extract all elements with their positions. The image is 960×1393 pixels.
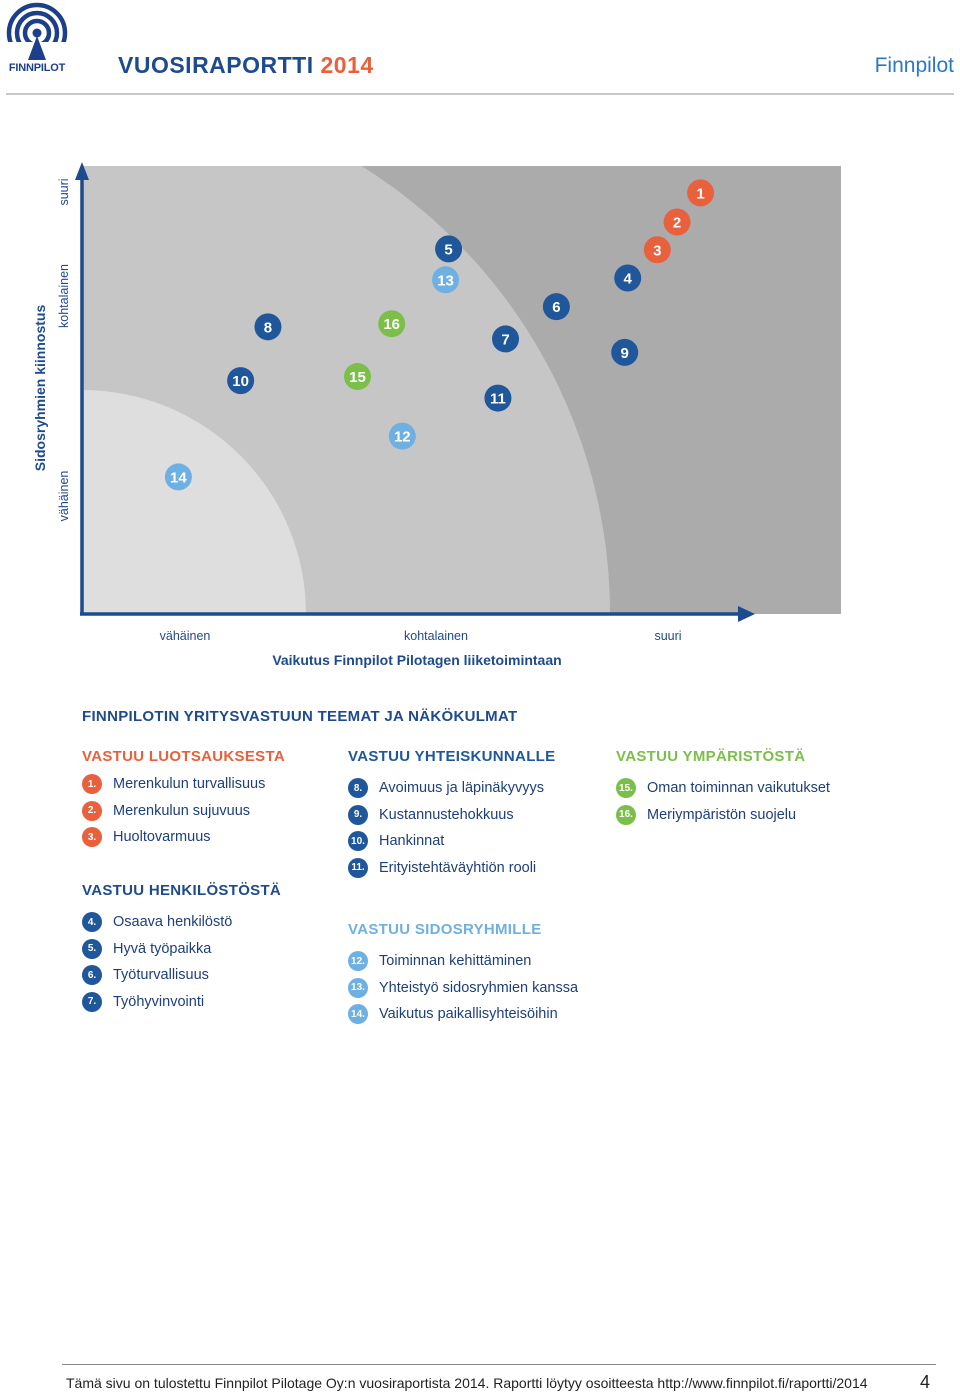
bubble-label: 7 [501,331,510,349]
list-item [82,909,232,936]
data-point-7 [492,325,519,352]
number-badge: 8. [348,778,368,798]
data-point-8 [254,313,281,340]
list-item [82,798,265,825]
list-item [348,948,578,975]
radar-icon [4,2,70,64]
group-title-yhteiskunta: VASTUU YHTEISKUNNALLE [348,748,556,765]
item-label: Hyvä työpaikka [113,940,212,957]
bubble-label: 14 [170,469,187,487]
bubble-label: 11 [490,390,506,408]
bubble-label: 4 [623,270,632,288]
legend-title: FINNPILOTIN YRITYSVASTUUN TEEMAT JA NÄKÖKULMAT [82,708,518,725]
group-title-henkilosto: VASTUU HENKILÖSTÖSTÄ [82,882,282,899]
footer-divider [62,1364,936,1365]
number-badge: 10. [348,831,368,851]
group-list-luotsaus [82,771,265,851]
list-item [348,975,578,1002]
bubble-label: 10 [232,373,249,391]
item-label: Kustannustehokkuus [379,806,514,823]
item-label: Vaikutus paikallisyhteisöihin [379,1006,558,1023]
number-badge: 16. [616,805,636,825]
number-badge: 11. [348,858,368,878]
footer-note: Tämä sivu on tulostettu Finnpilot Pilotage Oy:n vuosiraportista 2014. Raportti löytyy osoitteesta http://www.finnpilot.fi/raportti/2014 [66,1375,868,1391]
list-item [348,775,544,802]
item-label: Työturvallisuus [113,967,209,984]
data-point-10 [227,367,254,394]
bubble-label: 8 [263,319,273,337]
page-number: 4 [919,1372,930,1392]
bubble-label: 12 [393,428,411,446]
report-title-main: VUOSIRAPORTTI [118,52,314,78]
list-item [82,936,232,963]
bubble-label: 16 [383,316,401,334]
number-badge: 4. [82,912,102,932]
y-tick-high: suuri [57,178,71,206]
group-list-ymparisto [616,775,830,828]
data-point-6 [543,293,570,320]
bubble-label: 5 [444,241,453,259]
report-title-year: 2014 [320,52,374,78]
bubble-label: 9 [620,344,629,362]
x-tick-mid: kohtalainen [404,629,468,643]
list-item [82,962,232,989]
bubble-label: 3 [653,242,662,260]
data-point-4 [614,265,641,292]
list-item [616,775,830,802]
data-point-16 [378,310,405,337]
number-badge: 2. [82,801,102,821]
group-title-sidosryhmat: VASTUU SIDOSRYHMILLE [348,921,542,938]
report-title [118,52,374,79]
list-item [348,1001,578,1028]
x-axis-label: Vaikutus Finnpilot Pilotagen liiketoimintaan [272,652,562,668]
number-badge: 7. [82,992,102,1012]
number-badge: 12. [348,951,368,971]
list-item [348,828,544,855]
data-point-9 [611,339,638,366]
item-label: Hankinnat [379,833,445,850]
group-list-sidosryhmat [348,948,578,1028]
list-item [82,824,265,851]
item-label: Osaava henkilöstö [113,914,233,931]
item-label: Työhyvinvointi [113,993,205,1010]
item-label: Merenkulun sujuvuus [113,802,251,819]
item-label: Yhteistyö sidosryhmien kanssa [379,979,579,996]
bubble-label: 6 [552,299,561,317]
y-tick-low: vähäinen [57,470,71,522]
x-tick-high: suuri [654,629,682,643]
x-tick-low: vähäinen [159,629,211,643]
logo-text: FINNPILOT [8,62,66,74]
list-item [82,989,232,1016]
item-label: Erityistehtäväyhtiön rooli [379,859,537,876]
item-label: Oman toiminnan vaikutukset [647,780,830,797]
item-label: Toiminnan kehittäminen [379,953,532,970]
number-badge: 9. [348,805,368,825]
data-point-1 [687,179,714,206]
header-divider [6,93,954,95]
list-item [348,802,544,829]
data-point-14 [165,463,192,490]
data-point-15 [344,363,371,390]
bubble-label: 2 [672,214,682,232]
list-item [348,855,544,882]
item-label: Meriympäristön suojelu [647,806,797,823]
data-point-12 [389,423,416,450]
y-tick-mid: kohtalainen [57,264,71,328]
bubble-label: 1 [696,185,705,203]
brand-name: Finnpilot [874,54,954,77]
y-axis-label: Sidosryhmien kiinnostus [32,304,48,472]
list-item [82,771,265,798]
number-badge: 6. [82,965,102,985]
number-badge: 1. [82,774,102,794]
group-title-ymparisto: VASTUU YMPÄRISTÖSTÄ [616,748,806,765]
data-point-11 [484,385,511,412]
item-label: Merenkulun turvallisuus [113,776,266,793]
group-list-yhteiskunta [348,775,544,881]
item-label: Huoltovarmuus [113,829,211,846]
bubble-label: 13 [437,272,454,290]
list-item [616,802,830,829]
group-list-henkilosto [82,909,232,1015]
number-badge: 15. [616,778,636,798]
data-point-13 [432,266,459,293]
data-point-5 [435,235,462,262]
data-point-3 [644,236,671,263]
number-badge: 13. [348,978,368,998]
materiality-chart [0,150,960,680]
item-label: Avoimuus ja läpinäkyvyys [379,780,544,797]
group-title-luotsaus: VASTUU LUOTSAUKSESTA [82,748,285,765]
number-badge: 14. [348,1004,368,1024]
bubble-label: 15 [349,369,366,387]
number-badge: 3. [82,827,102,847]
data-point-2 [664,209,691,236]
number-badge: 5. [82,939,102,959]
